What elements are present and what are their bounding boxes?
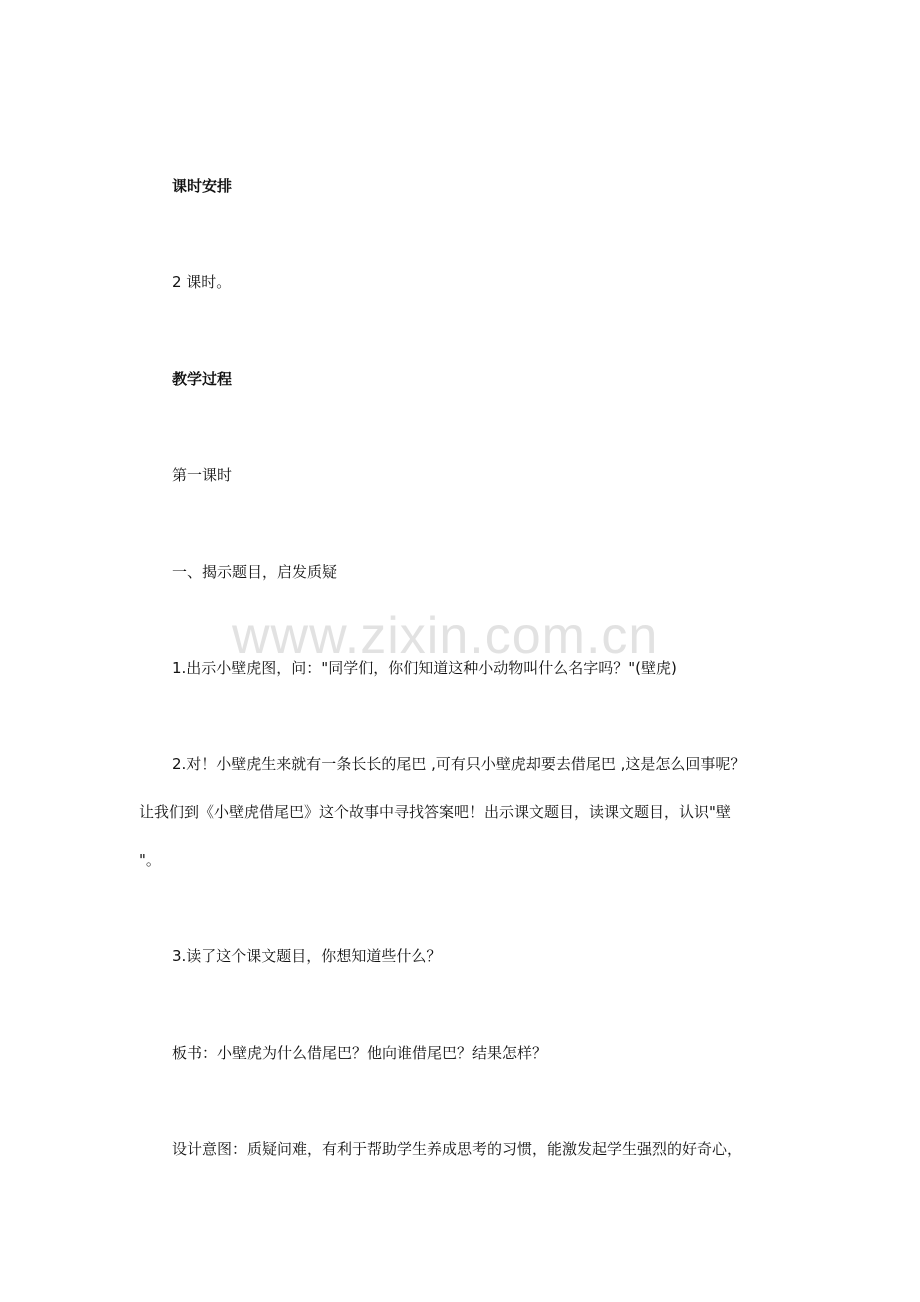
design-intent-paragraph: 设计意图：质疑问难，有利于帮助学生养成思考的习惯，能激发起学生强烈的好奇心， [172, 1140, 743, 1158]
item-2-paragraph-line2: 让我们到《小壁虎借尾巴》这个故事中寻找答案吧！出示课文题目，读课文题目，认识"壁 [139, 803, 731, 821]
item-3-paragraph: 3.读了这个课文题目，你想知道些什么？ [172, 947, 442, 965]
item-2-paragraph-line1: 2.对！小壁虎生来就有一条长长的尾巴 ,可有只小壁虎却要去借尾巴 ,这是怎么回事呢？ [172, 755, 746, 773]
item-2-paragraph-line3: "。 [139, 851, 161, 869]
watermark-text: www.zixin.com.cn [232, 607, 659, 665]
step-one-heading: 一、揭示题目，启发质疑 [172, 563, 338, 581]
item-1-paragraph: 1.出示小壁虎图，问："同学们，你们知道这种小动物叫什么名字吗？"(壁虎) [172, 659, 677, 677]
board-writing-paragraph: 板书：小壁虎为什么借尾巴？他向谁借尾巴？结果怎样？ [172, 1044, 548, 1062]
lesson-one-label: 第一课时 [172, 466, 233, 484]
schedule-heading: 课时安排 [172, 177, 233, 195]
schedule-value: 2 课时。 [172, 273, 232, 291]
process-heading: 教学过程 [172, 370, 233, 388]
